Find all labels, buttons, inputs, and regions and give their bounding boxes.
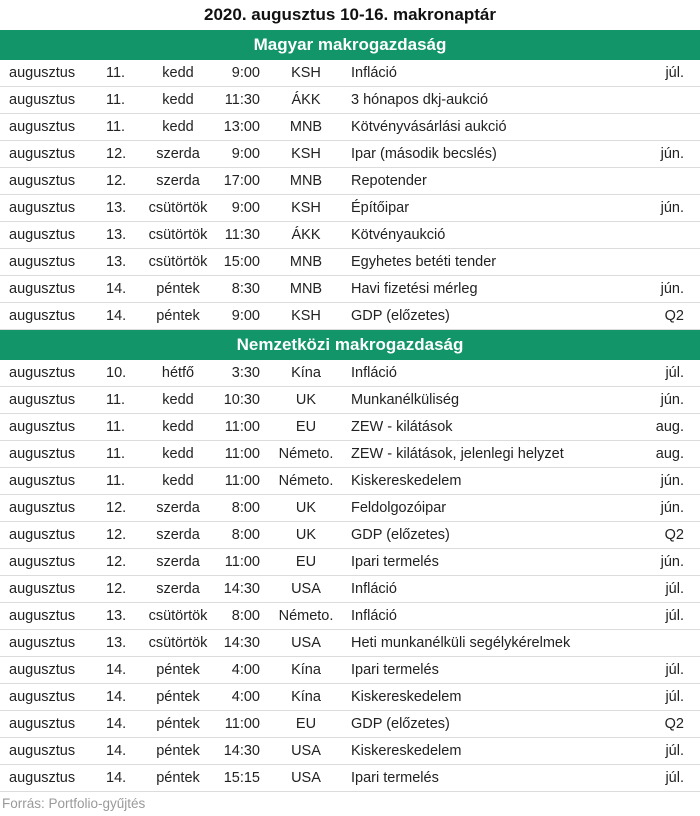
table-row xyxy=(0,276,700,303)
table-row xyxy=(0,249,700,276)
time-cell: 8:00 xyxy=(231,527,260,543)
month-cell: augusztus xyxy=(9,308,76,324)
table-row xyxy=(0,657,700,684)
day-cell: 13. xyxy=(106,608,127,624)
time-cell: 11:00 xyxy=(224,446,260,462)
time-cell: 4:00 xyxy=(231,689,260,705)
month-cell: augusztus xyxy=(9,635,76,651)
period-cell: júl. xyxy=(665,743,684,759)
day-cell: 14. xyxy=(106,716,127,732)
period-cell: Q2 xyxy=(664,716,684,732)
period-cell: jún. xyxy=(660,473,684,489)
table-row xyxy=(0,522,700,549)
time-cell: 14:30 xyxy=(223,581,260,597)
day-cell: 11. xyxy=(106,446,126,462)
weekday-cell: hétfő xyxy=(161,365,195,381)
month-cell: augusztus xyxy=(9,662,76,678)
month-cell: augusztus xyxy=(9,581,76,597)
day-cell: 11. xyxy=(106,65,126,81)
section-header: Nemzetközi makrogazdaság xyxy=(0,330,700,360)
event-cell: Kiskereskedelem xyxy=(351,743,462,759)
source-cell: EU xyxy=(295,419,317,435)
table-row xyxy=(0,168,700,195)
source-cell: MNB xyxy=(289,119,323,135)
time-cell: 15:15 xyxy=(223,770,260,786)
month-cell: augusztus xyxy=(9,92,76,108)
month-cell: augusztus xyxy=(9,554,76,570)
month-cell: augusztus xyxy=(9,608,76,624)
day-cell: 12. xyxy=(106,146,127,162)
month-cell: augusztus xyxy=(9,173,76,189)
time-cell: 9:00 xyxy=(231,65,260,81)
weekday-cell: péntek xyxy=(156,716,200,732)
table-row xyxy=(0,630,700,657)
source-cell: USA xyxy=(291,581,321,597)
weekday-cell: kedd xyxy=(162,65,194,81)
weekday-cell: szerda xyxy=(156,173,200,189)
day-cell: 13. xyxy=(106,227,127,243)
month-cell: augusztus xyxy=(9,281,76,297)
table-row xyxy=(0,87,700,114)
table-row xyxy=(0,114,700,141)
time-cell: 14:30 xyxy=(223,635,260,651)
weekday-cell: péntek xyxy=(156,743,200,759)
period-cell: jún. xyxy=(660,392,684,408)
month-cell: augusztus xyxy=(9,227,76,243)
month-cell: augusztus xyxy=(9,473,76,489)
weekday-cell: szerda xyxy=(156,500,200,516)
time-cell: 11:30 xyxy=(224,92,260,108)
source-cell: EU xyxy=(295,554,317,570)
month-cell: augusztus xyxy=(9,392,76,408)
source-note: Forrás: Portfolio-gyűjtés xyxy=(2,796,146,811)
event-cell: Munkanélküliség xyxy=(351,392,460,408)
source-cell: KSH xyxy=(291,200,321,216)
event-cell: Infláció xyxy=(351,581,397,597)
source-cell: Németo. xyxy=(278,446,334,462)
source-cell: Kína xyxy=(291,365,321,381)
time-cell: 9:00 xyxy=(231,200,260,216)
weekday-cell: kedd xyxy=(162,392,194,408)
weekday-cell: csütörtök xyxy=(148,635,208,651)
day-cell: 13. xyxy=(106,254,127,270)
event-cell: Kötvényaukció xyxy=(351,227,446,243)
table-row xyxy=(0,360,700,387)
weekday-cell: péntek xyxy=(156,662,200,678)
table-row xyxy=(0,765,700,792)
event-cell: Havi fizetési mérleg xyxy=(351,281,478,297)
day-cell: 12. xyxy=(106,173,127,189)
month-cell: augusztus xyxy=(9,446,76,462)
table-row xyxy=(0,468,700,495)
table-row xyxy=(0,141,700,168)
period-cell: aug. xyxy=(655,419,684,435)
event-cell: Egyhetes betéti tender xyxy=(351,254,497,270)
weekday-cell: péntek xyxy=(156,281,200,297)
time-cell: 11:00 xyxy=(224,554,260,570)
event-cell: GDP (előzetes) xyxy=(351,308,450,324)
event-cell: Építőipar xyxy=(351,200,410,216)
weekday-cell: péntek xyxy=(156,689,200,705)
time-cell: 15:00 xyxy=(223,254,260,270)
period-cell: júl. xyxy=(665,65,684,81)
table-row xyxy=(0,414,700,441)
time-cell: 10:30 xyxy=(223,392,260,408)
weekday-cell: csütörtök xyxy=(148,254,208,270)
time-cell: 3:30 xyxy=(231,365,260,381)
event-cell: Kötvényvásárlási aukció xyxy=(351,119,507,135)
time-cell: 8:00 xyxy=(231,608,260,624)
period-cell: júl. xyxy=(665,608,684,624)
weekday-cell: kedd xyxy=(162,446,194,462)
period-cell: júl. xyxy=(665,770,684,786)
table-row xyxy=(0,711,700,738)
source-cell: MNB xyxy=(289,281,323,297)
event-cell: Kiskereskedelem xyxy=(351,473,462,489)
source-cell: USA xyxy=(291,743,321,759)
source-cell: MNB xyxy=(289,173,323,189)
month-cell: augusztus xyxy=(9,65,76,81)
time-cell: 14:30 xyxy=(223,743,260,759)
weekday-cell: szerda xyxy=(156,527,200,543)
month-cell: augusztus xyxy=(9,365,76,381)
table-row xyxy=(0,684,700,711)
period-cell: Q2 xyxy=(664,527,684,543)
time-cell: 13:00 xyxy=(223,119,260,135)
table-row xyxy=(0,603,700,630)
day-cell: 14. xyxy=(106,662,127,678)
table-row xyxy=(0,738,700,765)
day-cell: 12. xyxy=(106,554,127,570)
weekday-cell: péntek xyxy=(156,308,200,324)
table-row xyxy=(0,60,700,87)
weekday-cell: kedd xyxy=(162,119,194,135)
table-row xyxy=(0,303,700,330)
source-cell: KSH xyxy=(291,308,321,324)
table-row xyxy=(0,441,700,468)
source-cell: USA xyxy=(291,770,321,786)
weekday-cell: kedd xyxy=(162,419,194,435)
day-cell: 14. xyxy=(106,770,127,786)
period-cell: júl. xyxy=(665,581,684,597)
section-rows xyxy=(0,60,700,330)
source-cell: ÁKK xyxy=(291,227,321,243)
event-cell: ZEW - kilátások, jelenlegi helyzet xyxy=(351,446,564,462)
source-cell: USA xyxy=(291,635,321,651)
event-cell: Infláció xyxy=(351,65,397,81)
time-cell: 9:00 xyxy=(231,146,260,162)
time-cell: 11:00 xyxy=(224,473,260,489)
event-cell: GDP (előzetes) xyxy=(351,716,450,732)
time-cell: 11:30 xyxy=(224,227,260,243)
event-cell: ZEW - kilátások xyxy=(351,419,453,435)
day-cell: 11. xyxy=(106,92,126,108)
day-cell: 13. xyxy=(106,635,127,651)
weekday-cell: szerda xyxy=(156,146,200,162)
time-cell: 17:00 xyxy=(223,173,260,189)
section-hungarian xyxy=(0,30,700,330)
source-cell: KSH xyxy=(291,146,321,162)
event-cell: 3 hónapos dkj-aukció xyxy=(351,92,489,108)
day-cell: 14. xyxy=(106,689,127,705)
section-international xyxy=(0,330,700,792)
source-cell: MNB xyxy=(289,254,323,270)
month-cell: augusztus xyxy=(9,419,76,435)
page-title: 2020. augusztus 10-16. makronaptár xyxy=(204,5,496,24)
event-cell: Infláció xyxy=(351,365,397,381)
source-cell: UK xyxy=(295,500,317,516)
source-cell: UK xyxy=(295,392,317,408)
period-cell: Q2 xyxy=(664,308,684,324)
time-cell: 11:00 xyxy=(224,419,260,435)
month-cell: augusztus xyxy=(9,527,76,543)
source-cell: EU xyxy=(295,716,317,732)
source-cell: KSH xyxy=(291,65,321,81)
time-cell: 4:00 xyxy=(231,662,260,678)
time-cell: 11:00 xyxy=(224,716,260,732)
event-cell: Repotender xyxy=(351,173,427,189)
source-cell: Kína xyxy=(291,662,321,678)
source-cell: Kína xyxy=(291,689,321,705)
period-cell: júl. xyxy=(665,662,684,678)
day-cell: 11. xyxy=(106,392,126,408)
event-cell: Ipari termelés xyxy=(351,554,439,570)
month-cell: augusztus xyxy=(9,743,76,759)
source-cell: Németo. xyxy=(278,608,334,624)
table-row xyxy=(0,549,700,576)
month-cell: augusztus xyxy=(9,119,76,135)
table-row xyxy=(0,222,700,249)
month-cell: augusztus xyxy=(9,770,76,786)
section-rows xyxy=(0,360,700,792)
month-cell: augusztus xyxy=(9,146,76,162)
day-cell: 12. xyxy=(106,500,127,516)
table-row xyxy=(0,387,700,414)
day-cell: 11. xyxy=(106,419,126,435)
event-cell: Ipar (második becslés) xyxy=(351,146,497,162)
day-cell: 10. xyxy=(106,365,127,381)
weekday-cell: csütörtök xyxy=(148,608,208,624)
weekday-cell: szerda xyxy=(156,581,200,597)
period-cell: júl. xyxy=(665,365,684,381)
table-row xyxy=(0,495,700,522)
weekday-cell: kedd xyxy=(162,92,194,108)
event-cell: Kiskereskedelem xyxy=(351,689,462,705)
period-cell: jún. xyxy=(660,281,684,297)
period-cell: jún. xyxy=(660,200,684,216)
day-cell: 13. xyxy=(106,200,127,216)
time-cell: 9:00 xyxy=(231,308,260,324)
day-cell: 11. xyxy=(106,473,126,489)
month-cell: augusztus xyxy=(9,500,76,516)
day-cell: 12. xyxy=(106,581,127,597)
period-cell: júl. xyxy=(665,689,684,705)
month-cell: augusztus xyxy=(9,689,76,705)
period-cell: jún. xyxy=(660,500,684,516)
weekday-cell: csütörtök xyxy=(148,227,208,243)
source-cell: UK xyxy=(295,527,317,543)
weekday-cell: csütörtök xyxy=(148,200,208,216)
time-cell: 8:30 xyxy=(231,281,260,297)
source-cell: Németo. xyxy=(278,473,334,489)
month-cell: augusztus xyxy=(9,254,76,270)
event-cell: Infláció xyxy=(351,608,397,624)
month-cell: augusztus xyxy=(9,716,76,732)
event-cell: GDP (előzetes) xyxy=(351,527,450,543)
period-cell: jún. xyxy=(660,146,684,162)
day-cell: 14. xyxy=(106,281,127,297)
period-cell: aug. xyxy=(655,446,684,462)
time-cell: 8:00 xyxy=(231,500,260,516)
period-cell: jún. xyxy=(660,554,684,570)
event-cell: Ipari termelés xyxy=(351,662,439,678)
table-row xyxy=(0,195,700,222)
month-cell: augusztus xyxy=(9,200,76,216)
section-header: Magyar makrogazdaság xyxy=(0,30,700,60)
source-cell: ÁKK xyxy=(291,92,321,108)
weekday-cell: kedd xyxy=(162,473,194,489)
weekday-cell: péntek xyxy=(156,770,200,786)
event-cell: Ipari termelés xyxy=(351,770,439,786)
event-cell: Feldolgozóipar xyxy=(351,500,447,516)
day-cell: 12. xyxy=(106,527,127,543)
weekday-cell: szerda xyxy=(156,554,200,570)
day-cell: 14. xyxy=(106,308,127,324)
event-cell: Heti munkanélküli segélykérelmek xyxy=(351,635,571,651)
day-cell: 11. xyxy=(106,119,126,135)
table-row xyxy=(0,576,700,603)
day-cell: 14. xyxy=(106,743,127,759)
